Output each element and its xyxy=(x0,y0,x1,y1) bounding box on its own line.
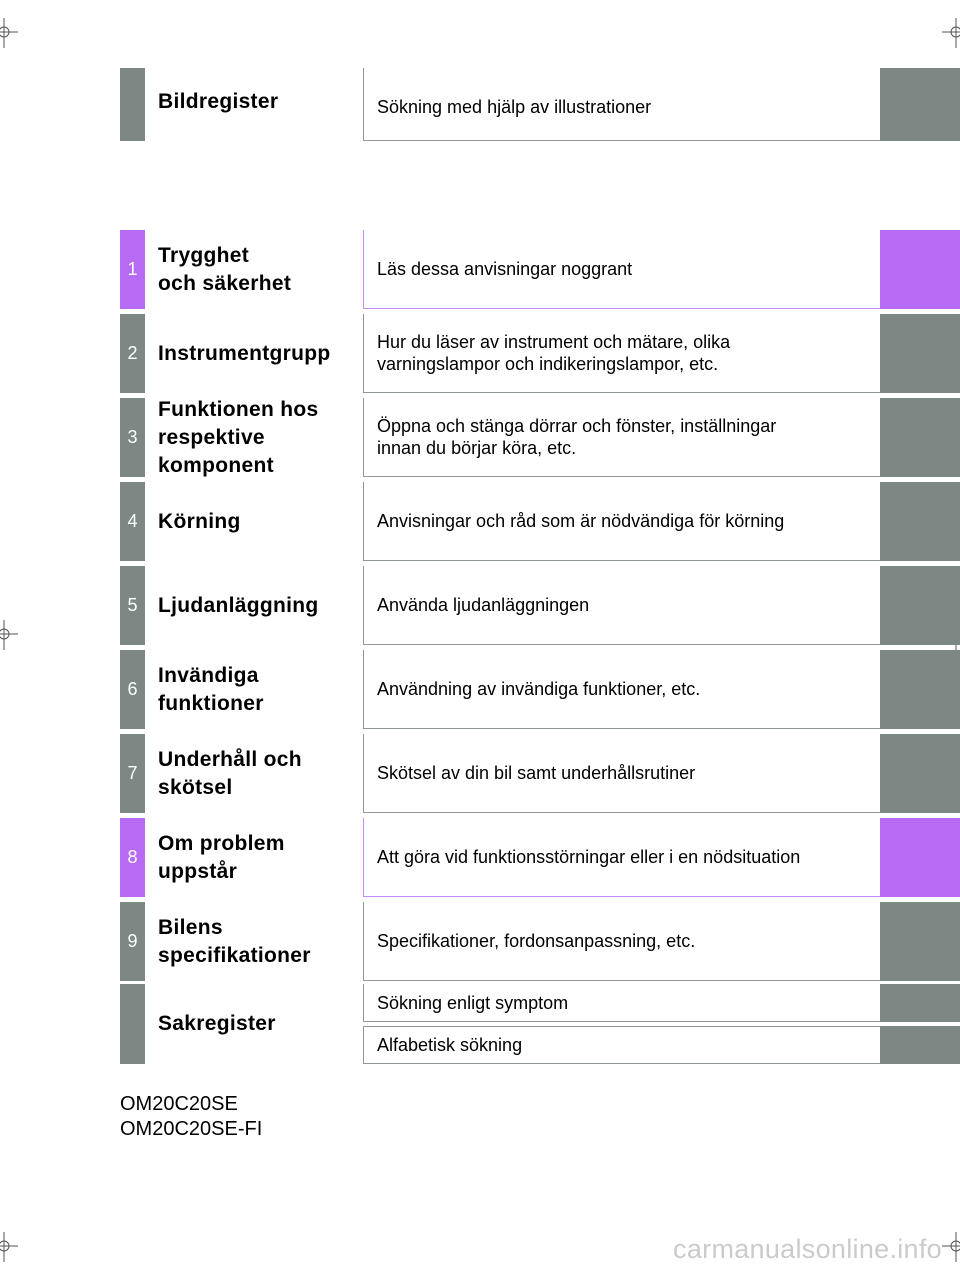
chapter-title-line: komponent xyxy=(158,453,274,477)
chapter-tab-right xyxy=(880,230,960,309)
chapter-title xyxy=(158,230,368,309)
chapter-title-line: specifikationer xyxy=(158,943,311,967)
chapter-description xyxy=(363,902,880,981)
alphabetical-index-row[interactable] xyxy=(120,984,960,1064)
chapter-title-line: Om problem xyxy=(158,831,285,855)
chapter-number-tab: 3 xyxy=(120,398,145,477)
chapter-tab-right xyxy=(880,650,960,729)
chapter-description xyxy=(363,734,880,813)
chapter-row-4[interactable] xyxy=(120,482,960,561)
chapter-title-line: Invändiga xyxy=(158,663,259,687)
model-code-secondary: OM20C20SE-FI xyxy=(120,1118,263,1140)
chapter-title-line: uppstår xyxy=(158,859,238,883)
chapter-description-line: Läs dessa anvisningar noggrant xyxy=(377,259,633,279)
chapter-number-tab: 6 xyxy=(120,650,145,729)
chapter-row-9[interactable] xyxy=(120,902,960,981)
chapter-number-tab: 9 xyxy=(120,902,145,981)
chapter-title-line: Trygghet xyxy=(158,243,250,267)
chapter-description xyxy=(363,818,880,897)
chapter-description-line: Öppna och stänga dörrar och fönster, inställningar xyxy=(377,416,777,436)
crop-mark-top-right xyxy=(938,18,960,50)
chapter-description-line: Skötsel av din bil samt underhållsrutiner xyxy=(377,763,696,783)
chapter-tab-right xyxy=(880,314,960,393)
chapter-description-line: Hur du läser av instrument och mätare, olika xyxy=(377,332,731,352)
chapter-description xyxy=(363,566,880,645)
alphabetical-index-title: Sakregister xyxy=(158,1012,276,1035)
crop-mark-top-left xyxy=(0,18,22,50)
chapter-title xyxy=(158,314,368,393)
crop-mark-mid-left xyxy=(0,620,22,652)
chapter-row-5[interactable] xyxy=(120,566,960,645)
chapter-title xyxy=(158,650,368,729)
chapter-row-3[interactable] xyxy=(120,398,960,477)
index-item-alphabetical[interactable] xyxy=(363,1026,880,1064)
chapter-title-line: skötsel xyxy=(158,775,233,799)
chapter-title xyxy=(158,734,368,813)
chapter-description-line: Användning av invändiga funktioner, etc. xyxy=(377,679,701,699)
index-item-alphabetical-label: Alfabetisk sökning xyxy=(377,1035,523,1055)
chapter-title-line: Ljudanläggning xyxy=(158,593,319,617)
chapter-description-line: varningslampor och indikeringslampor, etc. xyxy=(377,354,719,374)
chapter-title xyxy=(158,818,368,897)
chapter-row-2[interactable] xyxy=(120,314,960,393)
chapter-tab-right xyxy=(880,398,960,477)
chapter-description-line: Anvisningar och råd som är nödvändiga för körning xyxy=(377,511,785,531)
index-item-alphabetical-tab xyxy=(880,1026,960,1064)
chapter-number-tab: 4 xyxy=(120,482,145,561)
chapter-row-7[interactable] xyxy=(120,734,960,813)
chapter-title-line: Bilens xyxy=(158,915,223,939)
picture-index-description: Sökning med hjälp av illustrationer xyxy=(363,68,880,141)
index-item-symptom-tab xyxy=(880,984,960,1022)
index-item-symptom-label: Sökning enligt symptom xyxy=(377,992,569,1013)
chapter-description xyxy=(363,650,880,729)
chapter-row-8[interactable] xyxy=(120,818,960,897)
chapter-tab-right xyxy=(880,734,960,813)
chapter-description xyxy=(363,398,880,477)
chapter-title xyxy=(158,398,368,477)
chapter-title-line: Instrumentgrupp xyxy=(158,341,331,365)
chapter-number-tab: 5 xyxy=(120,566,145,645)
chapter-number-tab: 8 xyxy=(120,818,145,897)
chapter-title-line: Funktionen hos xyxy=(158,397,319,421)
watermark: carmanualsonline.info xyxy=(673,1234,942,1264)
chapter-row-1[interactable] xyxy=(120,230,960,309)
chapter-title-line: respektive xyxy=(158,425,265,449)
picture-index-title: Bildregister xyxy=(158,90,279,113)
chapter-description-line: Specifikationer, fordonsanpassning, etc. xyxy=(377,931,696,951)
picture-index-row[interactable] xyxy=(120,68,960,141)
chapter-tab-right xyxy=(880,566,960,645)
chapter-title-line: funktioner xyxy=(158,691,264,715)
chapter-tab-right xyxy=(880,902,960,981)
alphabetical-index-tab xyxy=(120,984,145,1064)
picture-index-tab xyxy=(120,68,145,141)
chapter-title-line: och säkerhet xyxy=(158,271,292,295)
chapter-title xyxy=(158,566,368,645)
chapter-description-line: Använda ljudanläggningen xyxy=(377,595,590,615)
chapter-title-line: Underhåll och xyxy=(158,747,302,771)
model-codes xyxy=(120,1092,262,1142)
chapter-description xyxy=(363,482,880,561)
model-code-primary: OM20C20SE xyxy=(120,1093,238,1115)
chapter-tab-right xyxy=(880,482,960,561)
chapter-description-line: Att göra vid funktionsstörningar eller i en nödsituation xyxy=(377,847,801,867)
chapter-description-line: innan du börjar köra, etc. xyxy=(377,438,577,458)
chapter-title xyxy=(158,482,368,561)
chapter-number-tab: 7 xyxy=(120,734,145,813)
index-item-symptom[interactable] xyxy=(363,984,880,1022)
chapter-tab-right xyxy=(880,818,960,897)
chapter-title xyxy=(158,902,368,981)
chapter-title-line: Körning xyxy=(158,509,241,533)
chapter-number-tab: 1 xyxy=(120,230,145,309)
chapter-description xyxy=(363,314,880,393)
chapter-row-6[interactable] xyxy=(120,650,960,729)
crop-mark-bottom-left xyxy=(0,1232,22,1264)
picture-index-tab-right xyxy=(880,68,960,141)
chapter-description xyxy=(363,230,880,309)
chapter-number-tab: 2 xyxy=(120,314,145,393)
